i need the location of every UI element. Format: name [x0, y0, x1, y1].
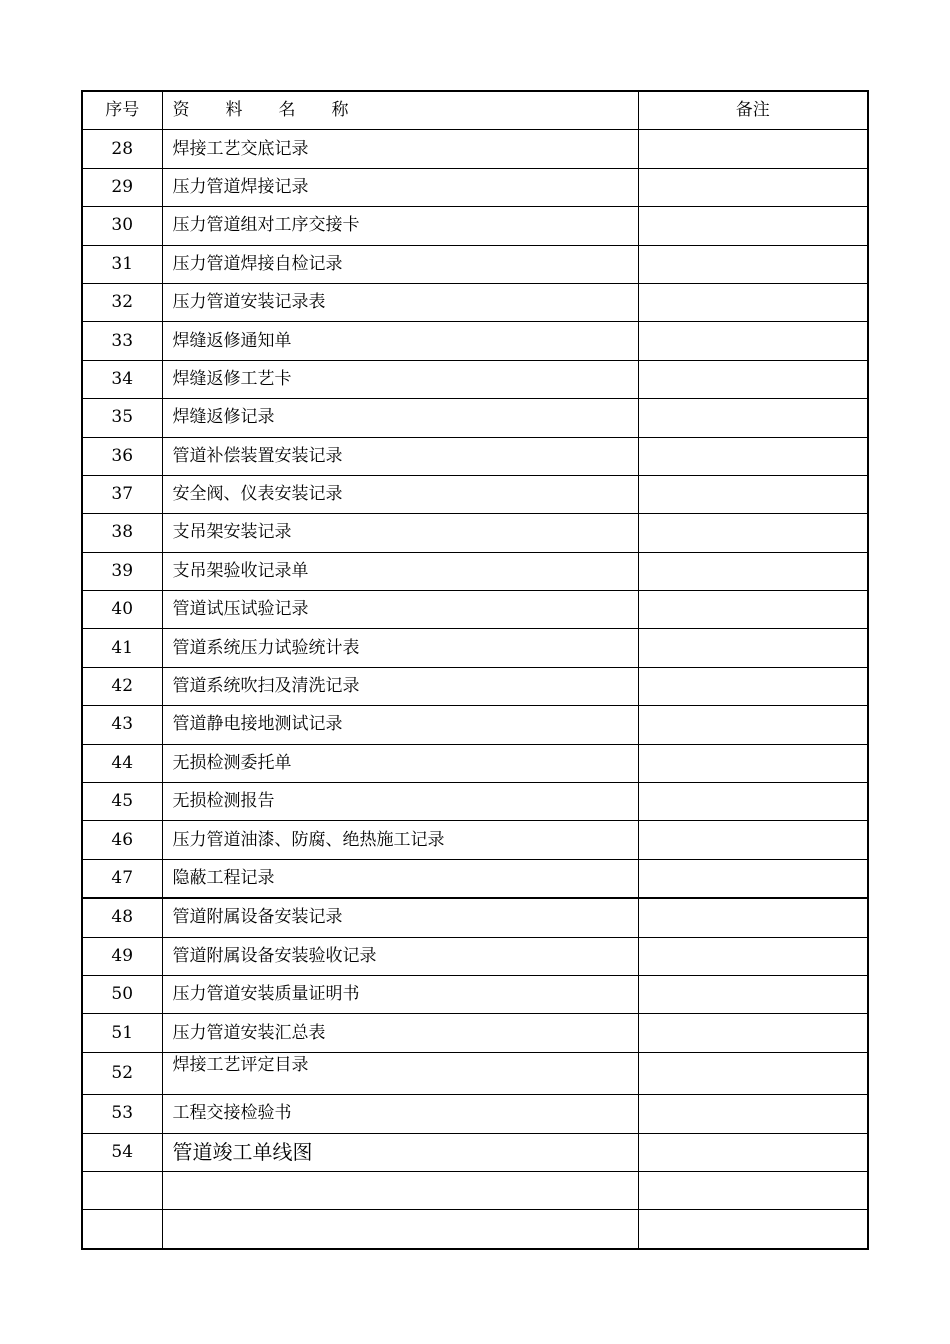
row-document-name	[162, 1210, 638, 1249]
row-document-name: 无损检测委托单	[162, 744, 638, 782]
row-remark	[638, 514, 868, 552]
row-remark	[638, 1171, 868, 1209]
row-document-name: 压力管道组对工序交接卡	[162, 207, 638, 245]
row-serial-number: 31	[82, 245, 162, 283]
header-document-name	[162, 91, 638, 130]
row-remark	[638, 207, 868, 245]
table-row	[82, 360, 868, 398]
table-row	[82, 283, 868, 321]
table-row	[82, 591, 868, 629]
table-row	[82, 130, 868, 168]
table-row	[82, 399, 868, 437]
row-document-name: 压力管道焊接自检记录	[162, 245, 638, 283]
row-remark	[638, 937, 868, 975]
row-remark	[638, 283, 868, 321]
table-row	[82, 514, 868, 552]
row-serial-number: 38	[82, 514, 162, 552]
row-serial-number: 30	[82, 207, 162, 245]
table-row	[82, 898, 868, 937]
row-remark	[638, 975, 868, 1013]
header-document-name-text: 资 料 名 称	[172, 100, 364, 121]
row-remark	[638, 1210, 868, 1249]
row-serial-number: 51	[82, 1014, 162, 1052]
row-serial-number	[82, 1171, 162, 1209]
row-document-name: 压力管道安装汇总表	[162, 1014, 638, 1052]
table-row	[82, 168, 868, 206]
row-serial-number: 47	[82, 859, 162, 898]
row-serial-number: 54	[82, 1133, 162, 1171]
row-document-name: 管道附属设备安装验收记录	[162, 937, 638, 975]
row-serial-number: 50	[82, 975, 162, 1013]
row-document-name: 安全阀、仪表安装记录	[162, 475, 638, 513]
row-document-name: 焊缝返修通知单	[162, 322, 638, 360]
table-row	[82, 1095, 868, 1133]
table-row	[82, 1210, 868, 1249]
row-document-name: 支吊架验收记录单	[162, 552, 638, 590]
table-row	[82, 859, 868, 898]
table-row	[82, 245, 868, 283]
row-remark	[638, 629, 868, 667]
row-remark	[638, 475, 868, 513]
row-document-name: 管道附属设备安装记录	[162, 898, 638, 937]
row-remark	[638, 898, 868, 937]
row-document-name: 管道系统吹扫及清洗记录	[162, 667, 638, 705]
row-remark	[638, 821, 868, 859]
table-row	[82, 1133, 868, 1171]
row-remark	[638, 744, 868, 782]
row-serial-number: 29	[82, 168, 162, 206]
table-row	[82, 937, 868, 975]
table-row	[82, 821, 868, 859]
row-serial-number: 41	[82, 629, 162, 667]
row-serial-number: 49	[82, 937, 162, 975]
row-remark	[638, 168, 868, 206]
row-document-name: 管道静电接地测试记录	[162, 706, 638, 744]
row-document-name: 管道系统压力试验统计表	[162, 629, 638, 667]
row-serial-number: 37	[82, 475, 162, 513]
table-row	[82, 744, 868, 782]
table-row	[82, 783, 868, 821]
row-document-name: 焊接工艺交底记录	[162, 130, 638, 168]
table-header-row	[82, 91, 868, 130]
row-serial-number: 53	[82, 1095, 162, 1133]
row-serial-number	[82, 1210, 162, 1249]
row-document-name: 管道补偿装置安装记录	[162, 437, 638, 475]
row-document-name: 隐蔽工程记录	[162, 859, 638, 898]
row-serial-number: 36	[82, 437, 162, 475]
row-remark	[638, 322, 868, 360]
row-document-name: 焊缝返修记录	[162, 399, 638, 437]
row-serial-number: 42	[82, 667, 162, 705]
row-remark	[638, 1052, 868, 1094]
row-document-name: 管道竣工单线图	[162, 1133, 638, 1171]
row-document-name: 无损检测报告	[162, 783, 638, 821]
row-remark	[638, 1133, 868, 1171]
table-row	[82, 706, 868, 744]
row-remark	[638, 245, 868, 283]
row-serial-number: 46	[82, 821, 162, 859]
table-row	[82, 1014, 868, 1052]
row-serial-number: 33	[82, 322, 162, 360]
table-row	[82, 475, 868, 513]
table-row	[82, 667, 868, 705]
row-remark	[638, 1014, 868, 1052]
table-row	[82, 207, 868, 245]
table-row	[82, 975, 868, 1013]
row-document-name: 压力管道安装记录表	[162, 283, 638, 321]
row-serial-number: 40	[82, 591, 162, 629]
header-serial-number: 序号	[82, 91, 162, 130]
row-remark	[638, 552, 868, 590]
row-remark	[638, 1095, 868, 1133]
header-remark: 备注	[638, 91, 868, 130]
row-document-name: 压力管道安装质量证明书	[162, 975, 638, 1013]
row-remark	[638, 360, 868, 398]
row-document-name: 工程交接检验书	[162, 1095, 638, 1133]
row-document-name: 焊缝返修工艺卡	[162, 360, 638, 398]
table-row	[82, 629, 868, 667]
row-remark	[638, 859, 868, 898]
table-row	[82, 1171, 868, 1209]
row-document-name: 焊接工艺评定目录	[162, 1052, 638, 1094]
row-remark	[638, 591, 868, 629]
row-serial-number: 32	[82, 283, 162, 321]
table-row	[82, 322, 868, 360]
row-remark	[638, 783, 868, 821]
row-serial-number: 45	[82, 783, 162, 821]
row-serial-number: 52	[82, 1052, 162, 1094]
row-document-name	[162, 1171, 638, 1209]
row-remark	[638, 399, 868, 437]
row-serial-number: 43	[82, 706, 162, 744]
row-serial-number: 34	[82, 360, 162, 398]
table-row	[82, 552, 868, 590]
row-remark	[638, 437, 868, 475]
row-serial-number: 44	[82, 744, 162, 782]
row-serial-number: 28	[82, 130, 162, 168]
row-remark	[638, 706, 868, 744]
row-remark	[638, 667, 868, 705]
row-remark	[638, 130, 868, 168]
row-document-name: 支吊架安装记录	[162, 514, 638, 552]
row-serial-number: 48	[82, 898, 162, 937]
row-serial-number: 39	[82, 552, 162, 590]
table-row	[82, 437, 868, 475]
row-document-name: 压力管道焊接记录	[162, 168, 638, 206]
row-document-name: 压力管道油漆、防腐、绝热施工记录	[162, 821, 638, 859]
row-document-name: 管道试压试验记录	[162, 591, 638, 629]
row-serial-number: 35	[82, 399, 162, 437]
table-row	[82, 1052, 868, 1094]
document-list-table	[81, 90, 869, 1250]
